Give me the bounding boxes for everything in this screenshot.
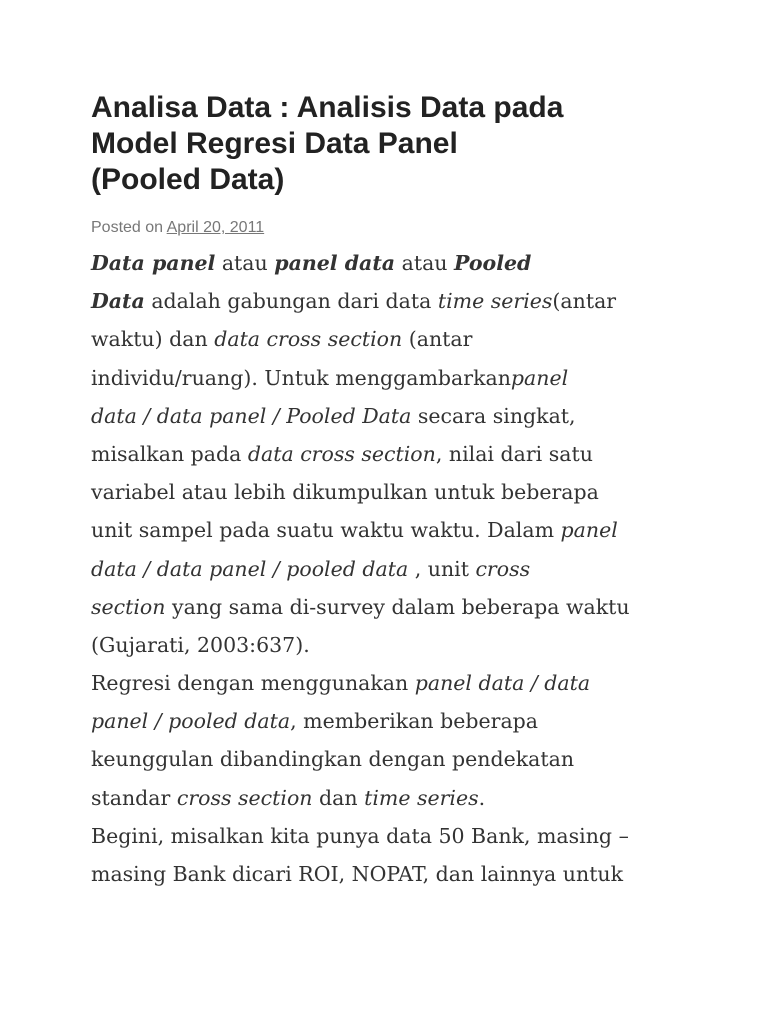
body-line bbox=[91, 359, 691, 397]
text-run: section bbox=[91, 594, 166, 619]
body-line bbox=[91, 626, 691, 664]
text-run: secara singkat, bbox=[411, 403, 576, 428]
body-line bbox=[91, 320, 691, 358]
text-run: panel bbox=[560, 518, 618, 543]
text-run: unit sampel pada suatu waktu waktu. Dalam bbox=[91, 518, 561, 543]
body-line bbox=[91, 588, 691, 626]
text-run: masing Bank dicari ROI, NOPAT, dan lainnya untuk bbox=[91, 862, 624, 886]
post-title-line: Model Regresi Data Panel bbox=[91, 127, 458, 160]
text-run: panel data bbox=[274, 251, 396, 275]
text-run: Regresi dengan menggunakan bbox=[91, 671, 415, 696]
post-title bbox=[91, 90, 691, 198]
text-run: individu/ruang). Untuk menggambarkan bbox=[91, 365, 511, 390]
text-run: , nilai dari satu bbox=[435, 441, 593, 466]
body-line bbox=[91, 282, 691, 320]
text-run: data / data panel / Pooled Data bbox=[91, 403, 412, 428]
text-run: misalkan pada bbox=[91, 441, 248, 466]
posted-on-label: Posted on bbox=[91, 219, 164, 236]
text-run: . bbox=[478, 785, 486, 810]
text-run: time series bbox=[364, 785, 479, 810]
text-run: data cross section bbox=[247, 441, 436, 466]
body-line bbox=[91, 664, 691, 702]
text-run: Begini, misalkan kita punya data 50 Bank, masing – bbox=[91, 823, 629, 848]
body-line bbox=[91, 855, 691, 893]
post-meta bbox=[91, 218, 691, 238]
post-title-line: (Pooled Data) bbox=[91, 163, 285, 196]
text-run: cross section bbox=[176, 785, 313, 810]
text-run: adalah gabungan dari data bbox=[144, 289, 438, 314]
post-title-line: Analisa Data : Analisis Data pada bbox=[91, 91, 564, 124]
text-run: (antar bbox=[402, 327, 473, 352]
text-run: (Gujarati, 2003:637). bbox=[91, 632, 310, 657]
body-line bbox=[91, 817, 691, 855]
text-run: , unit bbox=[408, 556, 476, 581]
text-run: waktu) dan bbox=[91, 327, 215, 352]
text-run: data / data panel / pooled data bbox=[91, 556, 409, 581]
body-line bbox=[91, 550, 691, 588]
blog-post bbox=[91, 90, 691, 893]
body-line bbox=[91, 397, 691, 435]
body-line bbox=[91, 244, 691, 282]
text-run: Pooled bbox=[454, 251, 532, 275]
text-run: data cross section bbox=[214, 327, 403, 352]
text-run: yang sama di-survey dalam beberapa waktu bbox=[165, 594, 630, 619]
text-run: panel bbox=[510, 365, 569, 390]
body-line bbox=[91, 511, 691, 549]
text-run: panel / pooled data bbox=[91, 709, 291, 734]
text-run: panel data / data bbox=[414, 671, 591, 696]
text-run: dan bbox=[312, 785, 365, 810]
text-run: variabel atau lebih dikumpulkan untuk beberapa bbox=[91, 480, 599, 505]
text-run: Data bbox=[91, 289, 145, 314]
text-run: time series bbox=[437, 289, 553, 314]
text-run: atau bbox=[395, 251, 455, 275]
body-line bbox=[91, 702, 691, 740]
body-line bbox=[91, 435, 691, 473]
body-line bbox=[91, 779, 691, 817]
body-line bbox=[91, 740, 691, 778]
text-run: keunggulan dibandingkan dengan pendekatan bbox=[91, 747, 575, 772]
text-run: (antar bbox=[552, 289, 617, 314]
text-run: standar bbox=[91, 785, 177, 810]
text-run: atau bbox=[215, 251, 275, 275]
text-run: Data panel bbox=[91, 251, 216, 275]
post-date-link[interactable]: April 20, 2011 bbox=[166, 219, 265, 236]
text-run: cross bbox=[475, 556, 531, 581]
post-body bbox=[91, 244, 691, 893]
body-line bbox=[91, 473, 691, 511]
text-run: , memberikan beberapa bbox=[290, 709, 539, 734]
